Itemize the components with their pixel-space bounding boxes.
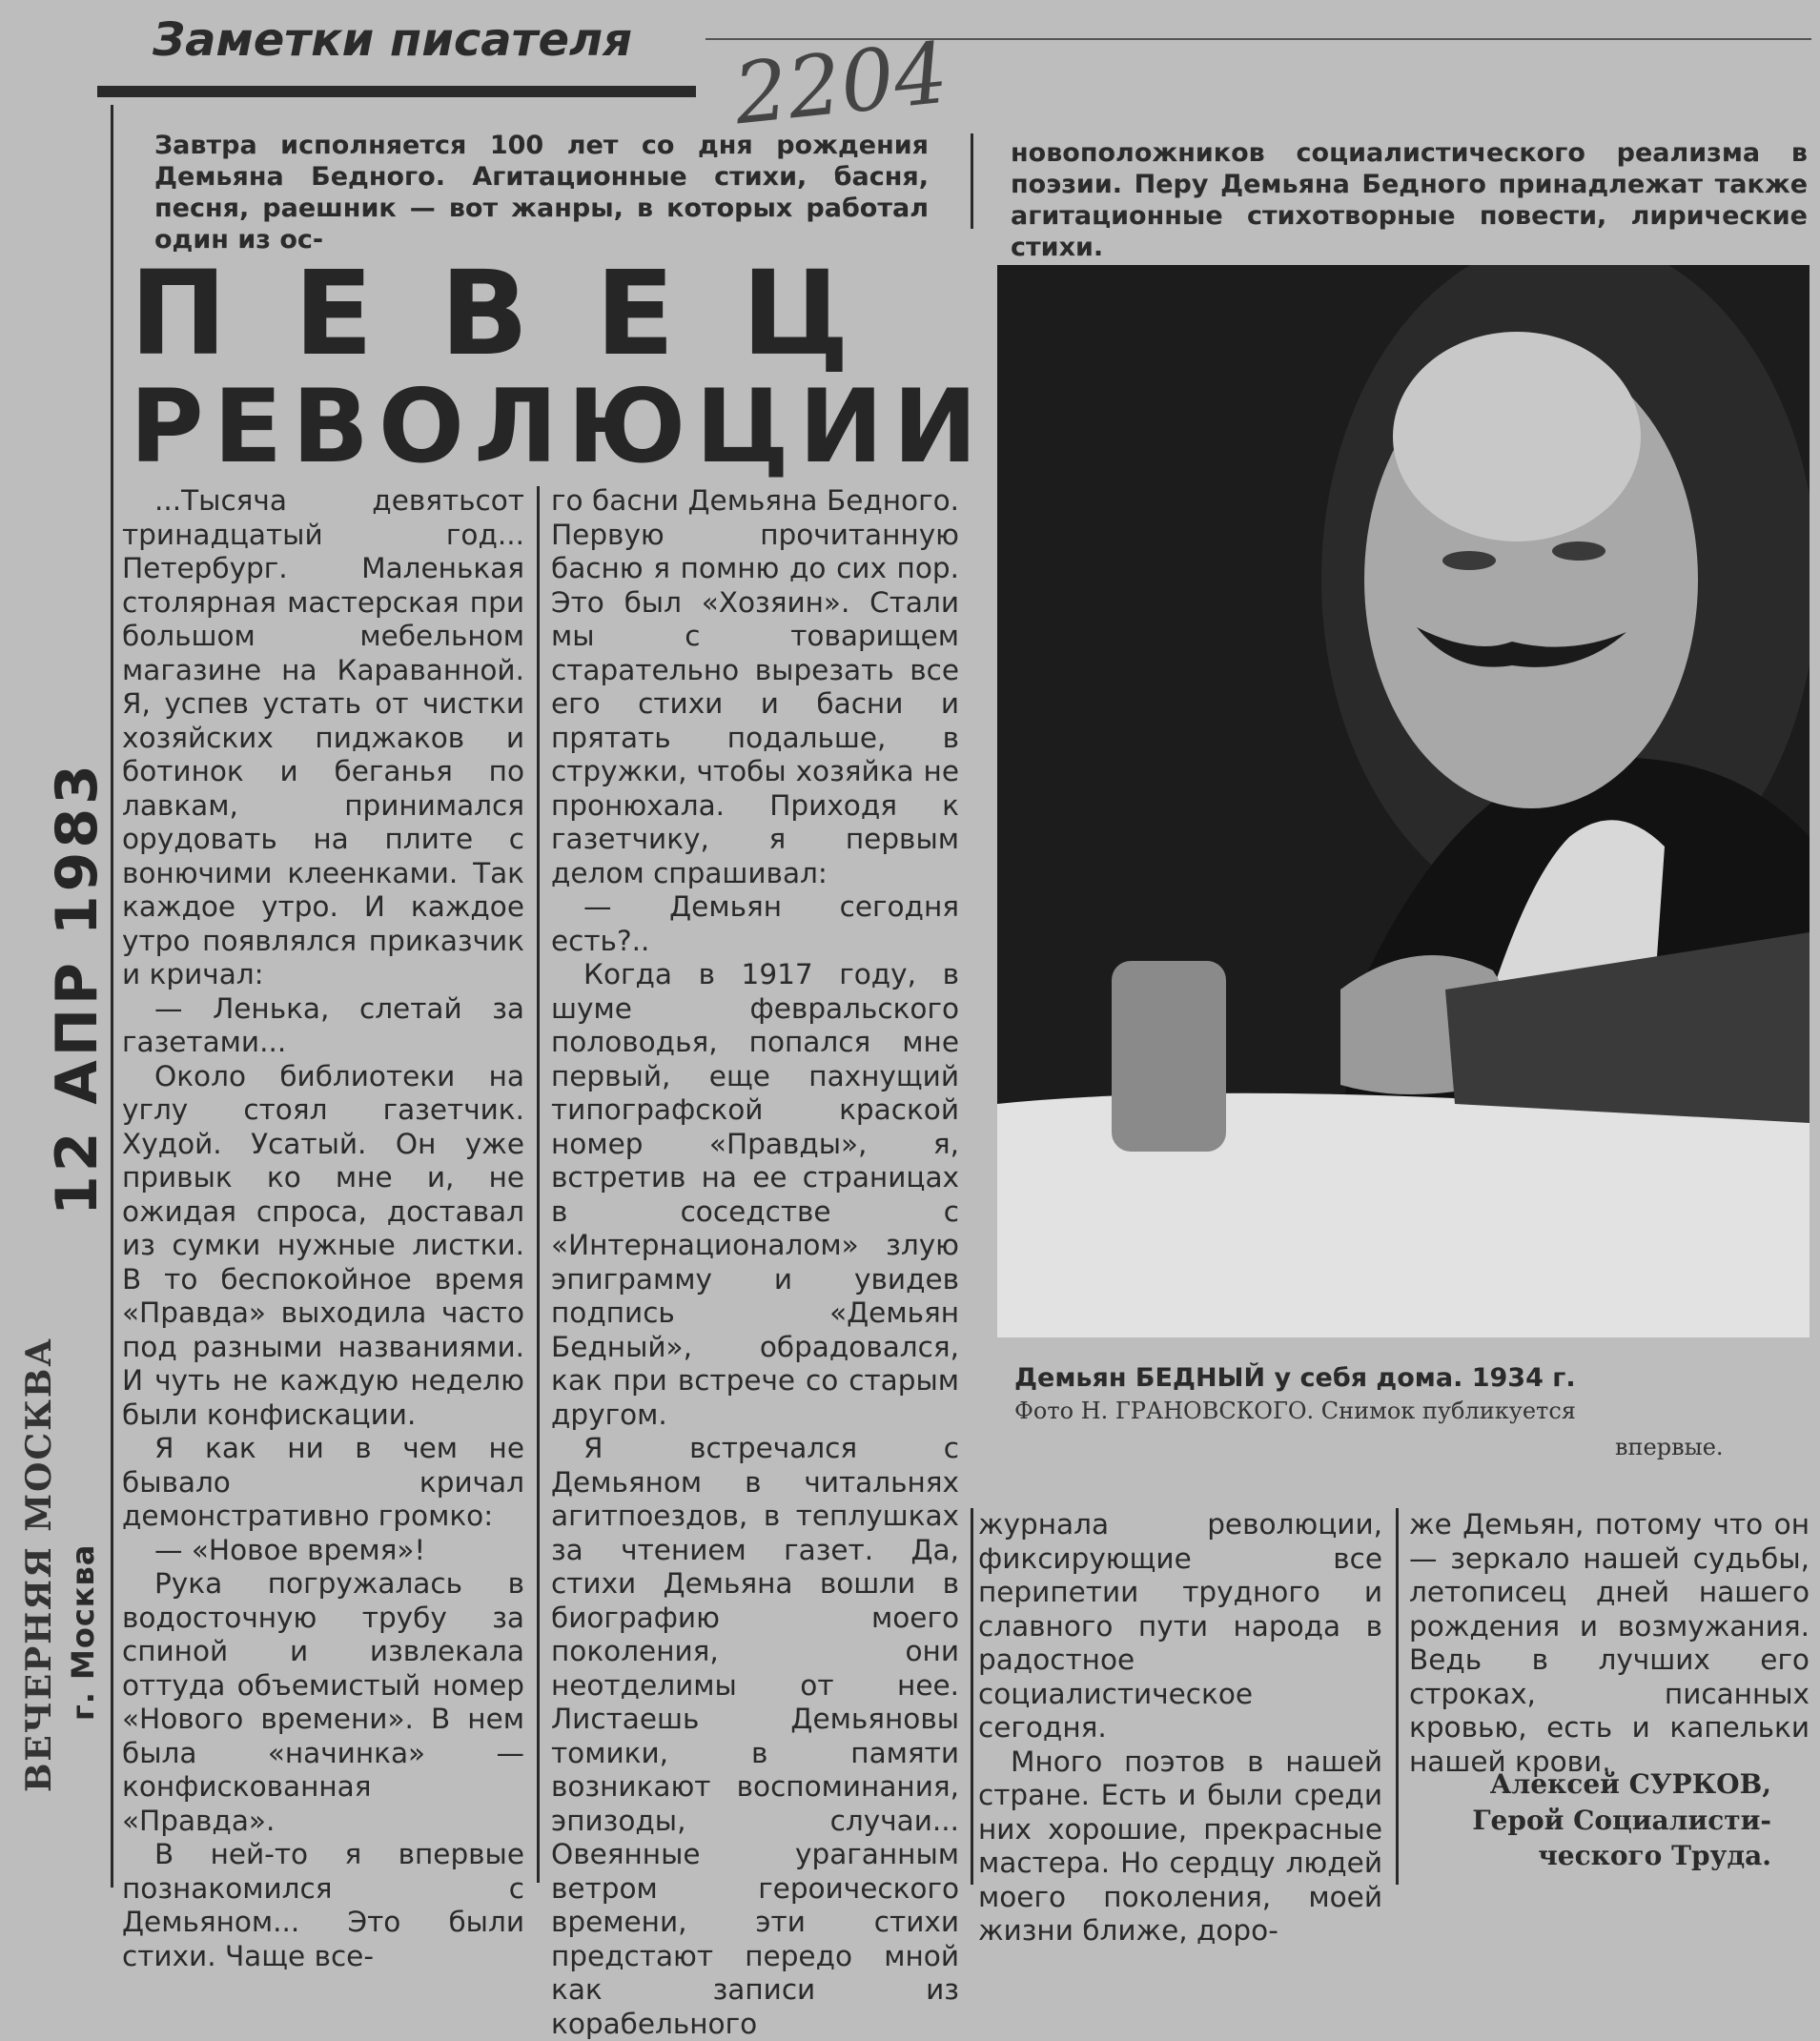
paragraph: же Демьян, потому что он — зеркало нашей судьбы, летописец дней нашего рождения и возмужания. Ведь в лучших его строках, писанных кровью, есть и капельки нашей крови.: [1409, 1508, 1810, 1778]
paragraph: Я встречался с Демьяном в читальнях агитпоездов, в теплушках за чтением газет. Да, стихи Демьяна вошли в биографию моего поколения, они неотделимы от нее. Листаешь Демьяновы томики, в памяти возникают воспоминания, эпизоды, случаи... Овеянные ураганным ветром героического времени, эти стихи предстают передо мной как записи из корабельного: [551, 1432, 959, 2040]
headline-line1: ПЕВЕЦ: [130, 246, 916, 381]
photo-caption: Демьян БЕДНЫЙ у себя дома. 1934 г.: [1014, 1363, 1576, 1393]
paragraph: журнала революции, фиксирующие все перипетии трудного и славного пути народа в радостное социалистическое сегодня.: [978, 1508, 1382, 1744]
paragraph: Рука погружалась в водосточную трубу за спиной и извлекала оттуда объемистый номер «Нового времени». В нем была «начинка» — конфискованная «Правда».: [122, 1567, 524, 1837]
rubric-underline: [97, 86, 696, 97]
rubric-title: Заметки писателя: [153, 13, 633, 67]
paragraph: го басни Демьяна Бедного. Первую прочитанную басню я помню до сих пор. Это был «Хозяин». Стали мы с товарищем старательно вырезать все его стихи и басни и прятать подальше, в стружки, чтобы хозяйка не пронюхала. Приходя к газетчику, я первым делом спрашивал:: [551, 484, 959, 889]
paragraph: Около библиотеки на углу стоял газетчик. Худой. Усатый. Он уже привык ко мне и, не ожидая спроса, доставал из сумки нужные листки. В то беспокойное время «Правда» выходила часто под разными названиями. И чуть не каждую неделю были конфискации.: [122, 1059, 524, 1431]
headline-line2: РЕВОЛЮЦИИ: [130, 368, 988, 485]
author-title-line2: ческого Труда.: [1538, 1840, 1771, 1871]
newspaper-stamp: ВЕЧЕРНЯЯ МОСКВА: [19, 1337, 59, 1792]
article-column-2: [551, 484, 959, 2041]
lead-right: новоположников социалистического реализма в поэзии. Перу Демьяна Бедного принадлежат также агитационные стихотворные повести, лирические стихи.: [1011, 138, 1808, 262]
column-divider-1: [537, 486, 540, 1883]
article-column-3: [978, 1508, 1382, 1949]
photo-credit-line2: впервые.: [1615, 1434, 1724, 1460]
author-title-line1: Герой Социалисти-: [1472, 1805, 1771, 1836]
article-column-1: [122, 484, 524, 1973]
left-frame-rule: [111, 105, 113, 1888]
paragraph: — Демьян сегодня есть?..: [551, 890, 959, 957]
lead-left: Завтра исполняется 100 лет со дня рождения Демьяна Бедного. Агитационные стихи, басня, песня, раешник — вот жанры, в которых работал один из ос-: [154, 131, 929, 255]
city-stamp: г. Москва: [65, 1543, 101, 1721]
article-column-4: [1409, 1508, 1810, 1779]
handwritten-number: 2204: [729, 23, 952, 144]
photo-credit: Фото Н. ГРАНОВСКОГО. Снимок публикуется: [1014, 1398, 1576, 1424]
paragraph: Много поэтов в нашей стране. Есть и были среди них хорошие, прекрасные мастера. Но сердцу людей моего поколения, моей жизни ближе, доро-: [978, 1745, 1382, 1947]
paragraph: Когда в 1917 году, в шуме февральского половодья, попался мне первый, еще пахнущий типографской краской номер «Правды», я, встретив на ее страницах в соседстве с «Интернационалом» злую эпиграмму и увидев подпись «Демьян Бедный», обрадовался, как при встрече со старым другом.: [551, 958, 959, 1431]
date-stamp: 12 АПР 1983: [44, 761, 111, 1215]
column-divider-2: [971, 1508, 973, 1885]
paragraph: — «Новое время»!: [154, 1533, 426, 1566]
paragraph: ...Тысяча девятьсот тринадцатый год... Петербург. Маленькая столярная мастерская при большом мебельном магазине на Караванной. Я, успев устать от чистки хозяйских пиджаков и ботинок и беганья по лавкам, принимался орудовать на плите с вонючими клеенками. Так каждое утро. И каждое утро появлялся приказчик и кричал:: [122, 484, 524, 990]
portrait-illustration: [997, 265, 1810, 1337]
paragraph: — Ленька, слетай за газетами...: [122, 991, 524, 1058]
column-divider-3: [1396, 1508, 1399, 1885]
portrait-photo: [997, 265, 1810, 1337]
paragraph: Я как ни в чем не бывало кричал демонстративно громко:: [122, 1432, 524, 1532]
paragraph: В ней-то я впервые познакомился с Демьяном... Это были стихи. Чаще все-: [122, 1838, 524, 1972]
author-name: Алексей СУРКОВ,: [1489, 1768, 1771, 1800]
lead-divider: [971, 133, 973, 229]
